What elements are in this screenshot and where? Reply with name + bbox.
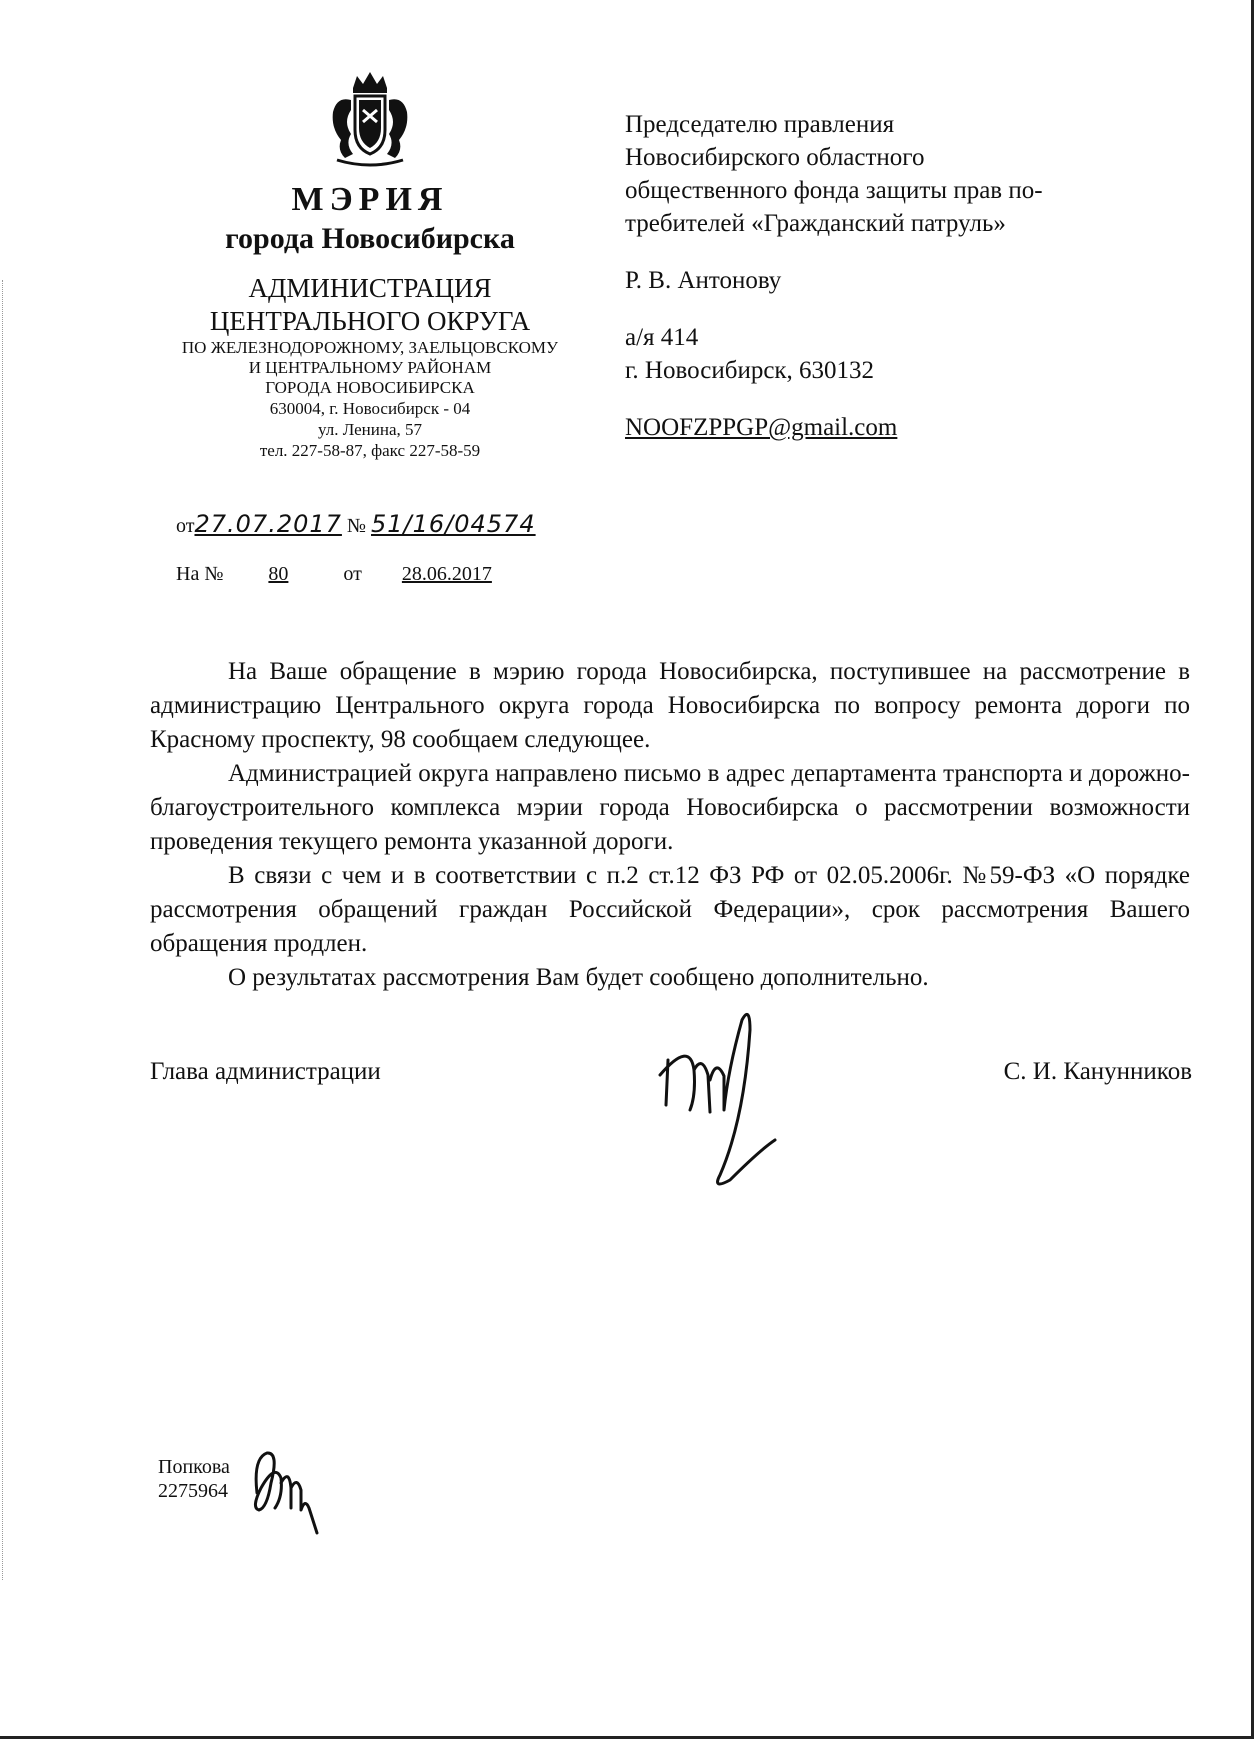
executor-phone: 2275964 — [158, 1480, 228, 1502]
outgoing-reference — [176, 510, 536, 538]
address-line: ул. Ленина, 57 — [317, 420, 423, 439]
body-paragraph: Администрацией округа направлено письмо в адрес департамента транспорта и дорожно-благоустроительного комплекса мэрии города Новосибирска о рассмотрении возможности проведения текущего ремонта указанной дороги. — [150, 760, 1190, 855]
incoming-number: 80 — [268, 563, 289, 585]
admin-title: АДМИНИСТРАЦИЯ — [248, 273, 492, 303]
outgoing-date: 27.07.2017 — [194, 510, 342, 538]
incoming-date-prefix: от — [343, 563, 362, 585]
recipient-email: NOOFZPPGP@gmail.com — [625, 414, 898, 441]
incoming-number-prefix: На № — [176, 563, 224, 585]
district-admin-title: ЦЕНТРАЛЬНОГО ОКРУГА — [209, 306, 531, 336]
body-paragraph: На Ваше обращение в мэрию города Новосибирска, поступившее на рассмотрение в администрацию Центрального округа города Новосибирска по вопросу ремонта дороги по Красному проспекту, 98 сообщаем следующее. — [150, 658, 1190, 753]
signatory-position: Глава администрации — [150, 1058, 381, 1085]
recipient-block — [625, 108, 1145, 444]
signatory-name: С. И. Канунников — [1003, 1058, 1192, 1085]
body-paragraph: О результатах рассмотрения Вам будет сообщено дополнительно. — [228, 964, 929, 991]
address-line: 630004, г. Новосибирск - 04 — [269, 399, 471, 418]
recipient-po-box: а/я 414 — [625, 324, 699, 351]
outgoing-number-prefix: № — [346, 515, 366, 537]
outgoing-date-prefix: от — [176, 515, 195, 537]
recipient-line: Новосибирского областного — [625, 144, 925, 171]
letterhead — [150, 70, 590, 461]
executor-block — [158, 1455, 230, 1503]
recipient-line: общественного фонда защиты прав по- — [625, 177, 1043, 204]
mayoralty-title: МЭРИЯ — [291, 181, 449, 218]
scan-edge — [2, 280, 4, 1580]
recipient-name: Р. В. Антонову — [625, 267, 782, 294]
district-line: И ЦЕНТРАЛЬНОМУ РАЙОНАМ — [248, 358, 492, 377]
incoming-date: 28.06.2017 — [401, 563, 492, 585]
recipient-line: требителей «Гражданский патруль» — [625, 210, 1006, 237]
incoming-reference — [176, 563, 512, 586]
executor-name: Попкова — [158, 1456, 230, 1478]
city-title: города Новосибирска — [225, 222, 515, 255]
outgoing-number: 51/16/04574 — [371, 510, 536, 538]
phone-line: тел. 227-58-87, факс 227-58-59 — [259, 441, 481, 460]
district-line: ГОРОДА НОВОСИБИРСКА — [265, 378, 475, 397]
recipient-line: Председателю правления — [625, 111, 895, 138]
signature-icon — [650, 1000, 790, 1200]
coat-of-arms-icon — [315, 70, 425, 170]
letter-body — [150, 655, 1190, 995]
initials-signature-icon — [245, 1438, 335, 1538]
body-paragraph: В связи с чем и в соответствии с п.2 ст.12 ФЗ РФ от 02.05.2006г. №59-ФЗ «О порядке рассмотрения обращений граждан Российской Федерации», срок рассмотрения Вашего обращения продлен. — [150, 862, 1190, 957]
recipient-city: г. Новосибирск, 630132 — [625, 357, 875, 384]
district-line: ПО ЖЕЛЕЗНОДОРОЖНОМУ, ЗАЕЛЬЦОВСКОМУ — [181, 338, 559, 357]
